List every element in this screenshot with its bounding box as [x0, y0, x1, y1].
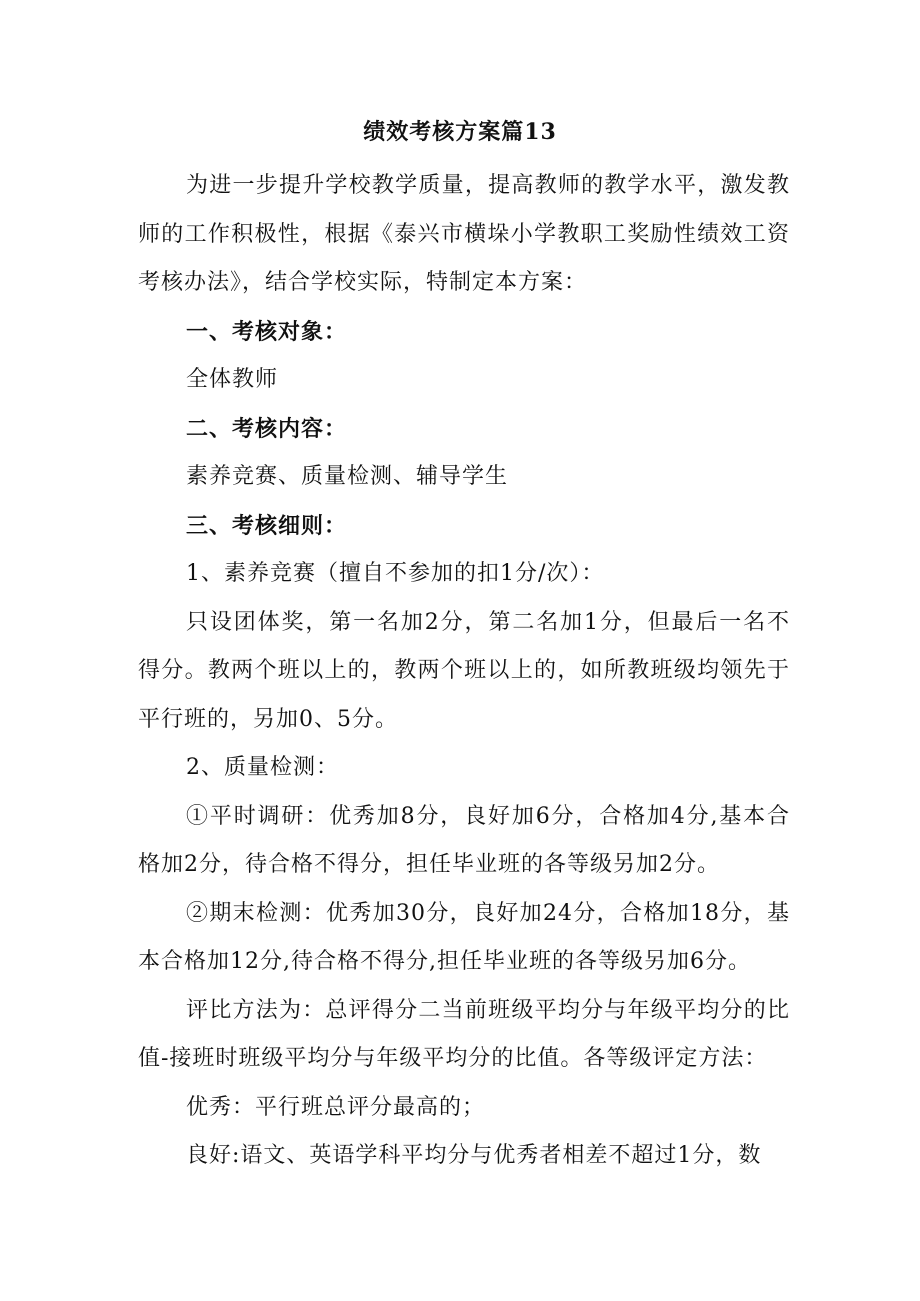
document-body — [138, 162, 790, 1181]
rule-2-heading: 2、质量检测： — [186, 755, 339, 780]
rule-2c-paragraph: 评比方法为：总评得分二当前班级平均分与年级平均分的比值-接班时班级平均分与年级平均分的比值。各等级评定方法： — [138, 997, 790, 1071]
document-title: 绩效考核方案篇13 — [363, 119, 557, 145]
intro-paragraph: 为进一步提升学校教学质量，提高教师的教学水平，激发教师的工作积极性，根据《泰兴市横垛小学教职工奖励性绩效工资考核办法》，结合学校实际，特制定本方案： — [138, 173, 790, 295]
rule-2b-paragraph: ②期末检测：优秀加30分，良好加24分，合格加18分，基本合格加12分,待合格不得分,担任毕业班的各等级另加6分。 — [138, 900, 790, 974]
rule-2a-paragraph: ①平时调研：优秀加8分，良好加6分，合格加4分,基本合格加2分，待合格不得分，担任毕业班的各等级另加2分。 — [138, 803, 790, 877]
content-paragraph: 素养竞赛、质量检测、辅导学生 — [186, 464, 509, 489]
targets-paragraph: 全体教师 — [186, 367, 279, 392]
section-heading-rules: 三、考核细则： — [186, 512, 348, 539]
rule-2d-paragraph: 优秀：平行班总评分最高的； — [186, 1094, 486, 1120]
section-heading-content: 二、考核内容： — [186, 415, 348, 442]
rule-2e-paragraph: 良好:语文、英语学科平均分与优秀者相差不超过1分，数 — [186, 1143, 762, 1168]
rule-1-paragraph: 只设团体奖，第一名加2分，第二名加1分，但最后一名不得分。教两个班以上的，教两个班以上的，如所教班级均领先于平行班的，另加0、5分。 — [138, 609, 790, 732]
section-heading-targets: 一、考核对象： — [186, 318, 348, 345]
rule-1-heading: 1、素养竞赛（擅自不参加的扣1分/次）： — [186, 561, 605, 586]
